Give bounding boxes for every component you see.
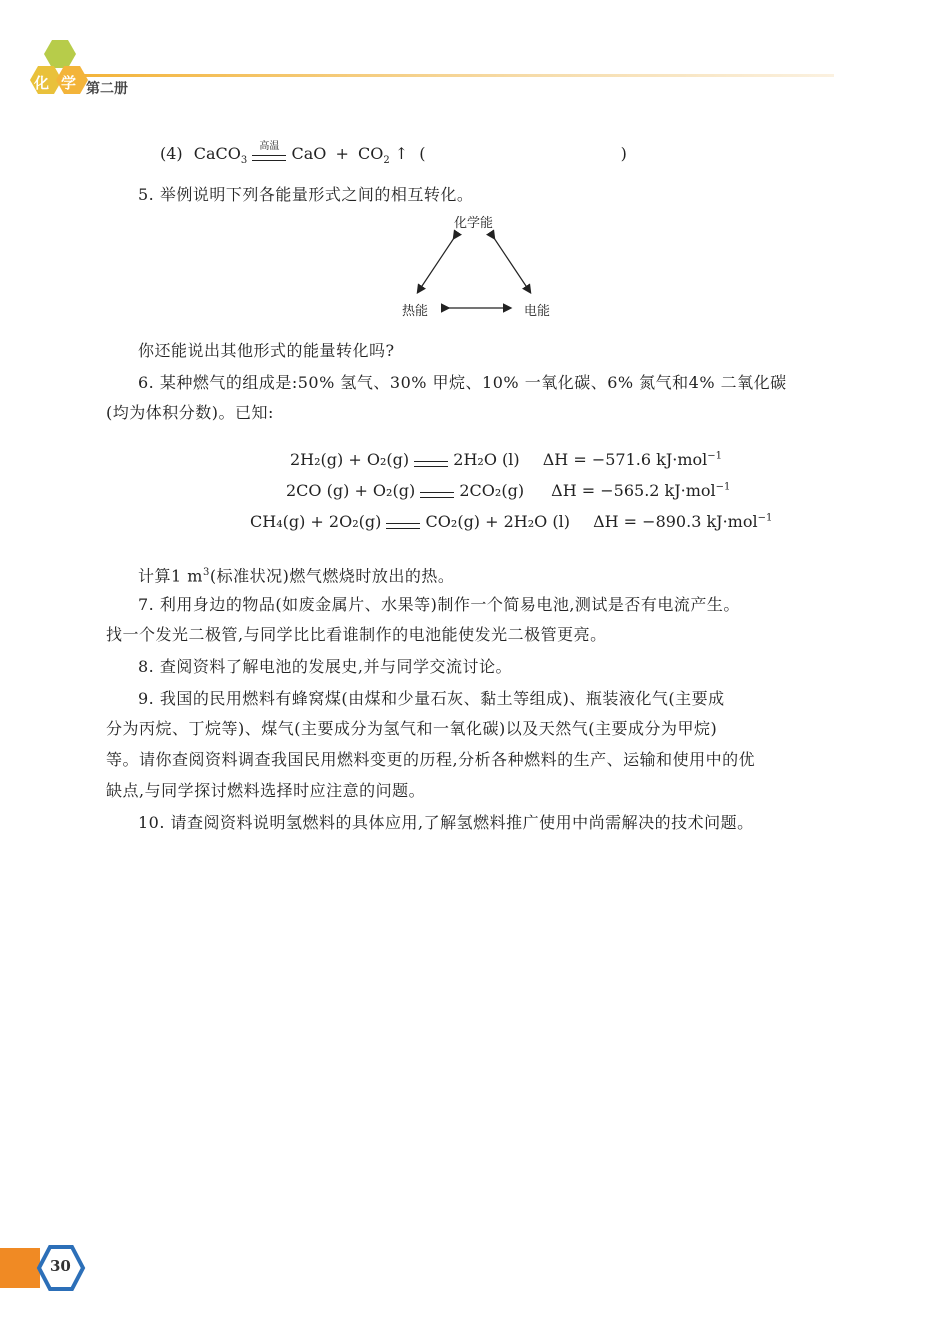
q9-line3: 等。请你查阅资料调查我国民用燃料变更的历程,分析各种燃料的生产、运输和使用中的优 xyxy=(106,750,756,769)
q6-calc xyxy=(138,558,454,591)
q6-eq2-lhs: 2CO (g) + O₂(g) xyxy=(286,481,416,500)
q6-eq3-rhs: CO₂(g) + 2H₂O (l) xyxy=(425,512,570,531)
hex-char-2: 学 xyxy=(61,74,77,92)
energy-diagram xyxy=(390,208,570,328)
q6-line2: (均为体积分数)。已知: xyxy=(106,403,274,422)
q6-eq3-dh: ΔH = −890.3 kJ·mol xyxy=(593,512,758,531)
q4-blank-close: ) xyxy=(620,144,627,163)
diagram-label-electric: 电能 xyxy=(524,304,551,319)
q6-eq1-dh: ΔH = −571.6 kJ·mol xyxy=(542,450,708,469)
q6-line1: 6. 某种燃气的组成是:50% 氢气、30% 甲烷、10% 一氧化碳、6% 氮气和4% 二氧化碳 xyxy=(138,373,787,392)
q4-gas-arrow: ↑ xyxy=(394,144,409,163)
q6-eq1 xyxy=(290,450,722,471)
q4-blank-open: ( xyxy=(419,144,426,163)
q6-eq3-lhs: CH₄(g) + 2O₂(g) xyxy=(250,512,382,531)
q6-calc-suffix: (标准状况)燃气燃烧时放出的热。 xyxy=(209,566,455,586)
q6-eq1-arrow xyxy=(414,451,448,471)
q4-reactant-sub: 3 xyxy=(240,155,248,167)
header xyxy=(0,0,952,110)
q6-eq1-rhs: 2H₂O (l) xyxy=(453,450,520,469)
q9-line2: 分为丙烷、丁烷等)、煤气(主要成分为氢气和一氧化碳)以及天然气(主要成分为甲烷) xyxy=(106,719,718,738)
diagram-arrows-icon xyxy=(390,208,570,328)
book-title: 第二册 xyxy=(86,81,128,97)
q4-condition: 高温 xyxy=(259,140,280,152)
q6-eq2-dh: ΔH = −565.2 kJ·mol xyxy=(551,481,716,500)
q6-eq2-arrow xyxy=(420,482,454,502)
q4-reactant: CaCO xyxy=(193,144,241,163)
q4-equation xyxy=(160,140,627,167)
q5-text: 5. 举例说明下列各能量形式之间的相互转化。 xyxy=(138,185,474,204)
q5-followup: 你还能说出其他形式的能量转化吗? xyxy=(138,341,395,360)
q4-product1: CaO xyxy=(291,144,327,163)
diagram-label-heat: 热能 xyxy=(402,304,429,319)
q6-eq2-rhs: 2CO₂(g) xyxy=(459,481,525,500)
q4-label: (4) xyxy=(160,144,183,163)
hex-char-1: 化 xyxy=(34,74,50,92)
q4-plus: + xyxy=(335,144,349,163)
header-hexagons-icon xyxy=(28,38,92,104)
q4-product2-sub: 2 xyxy=(383,155,390,167)
q6-calc-prefix: 计算1 m xyxy=(138,566,203,586)
q6-eq1-sup: −1 xyxy=(707,450,722,462)
q9-line1: 9. 我国的民用燃料有蜂窝煤(由煤和少量石灰、黏土等组成)、瓶装液化气(主要成 xyxy=(138,689,725,708)
q6-eq3-sup: −1 xyxy=(757,512,773,524)
q4-reaction-arrow xyxy=(252,140,286,165)
page-number: 30 xyxy=(50,1257,71,1275)
q6-calc-sup: 3 xyxy=(202,567,210,578)
q4-product2: CO xyxy=(357,144,384,163)
q6-eq2 xyxy=(286,481,730,502)
footer-orange-bar xyxy=(0,1248,40,1288)
q6-eq1-lhs: 2H₂(g) + O₂(g) xyxy=(290,450,410,469)
q6-eq3 xyxy=(250,512,772,533)
q10-line1: 10. 请查阅资料说明氢燃料的具体应用,了解氢燃料推广使用中尚需解决的技术问题。 xyxy=(138,813,754,832)
q6-eq2-sup: −1 xyxy=(715,481,731,493)
q8-line1: 8. 查阅资料了解电池的发展史,并与同学交流讨论。 xyxy=(138,657,512,676)
q7-line2: 找一个发光二极管,与同学比比看谁制作的电池能使发光二极管更亮。 xyxy=(106,625,607,644)
q6-eq3-arrow xyxy=(386,513,420,533)
q9-line4: 缺点,与同学探讨燃料选择时应注意的问题。 xyxy=(106,781,426,800)
q7-line1: 7. 利用身边的物品(如废金属片、水果等)制作一个简易电池,测试是否有电流产生。 xyxy=(138,595,740,614)
diagram-label-chemical: 化学能 xyxy=(454,216,494,231)
header-rule xyxy=(84,74,834,77)
